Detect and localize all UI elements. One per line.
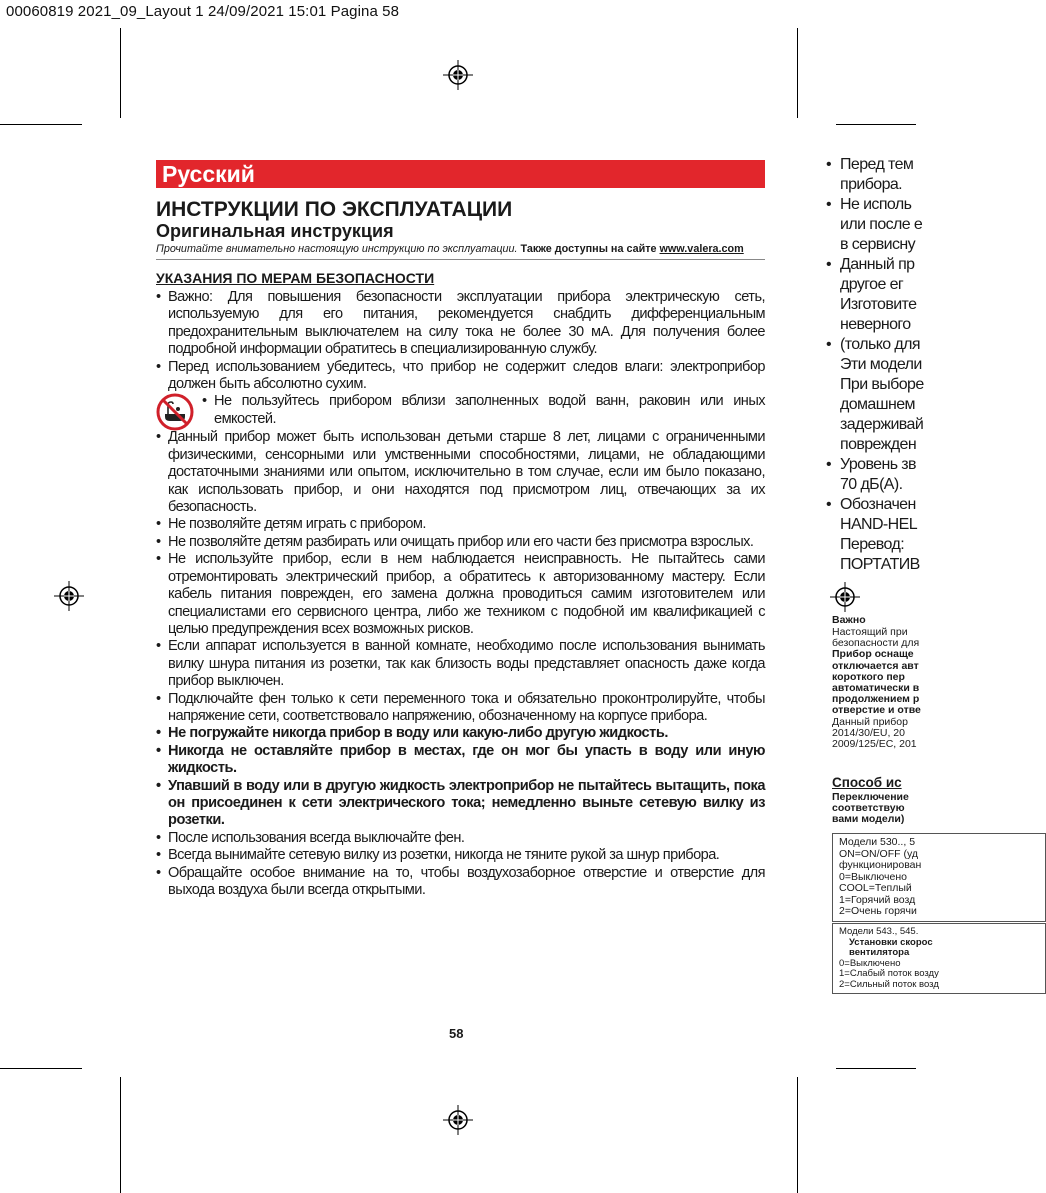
right-line: • Уровень зв	[826, 455, 1026, 475]
usage-line: соответствую	[832, 802, 905, 815]
box-line: 1=Слабый поток возду	[839, 968, 939, 979]
crop-mark	[836, 1068, 916, 1069]
box-line: 2=Сильный поток возд	[839, 978, 939, 990]
right-line: в сервисну	[840, 236, 916, 253]
usage-block	[832, 792, 1032, 826]
box-line: 2=Очень горячи	[839, 905, 917, 917]
right-line: • Данный пр	[826, 255, 1026, 275]
list-item: • Не используйте прибор, если в нем наблюдается неисправность. Не пытайтесь сами отремонтировать электрический прибор, а обратитесь к авторизованному мастеру. Если кабель питания поврежден, его замена должна проводиться самим изготовителем или специалистами его сервисного центра, либо же техником с подобной им квалификацией с целью предупреждения всех возможных рисков.	[156, 551, 765, 638]
right-line: поврежден	[840, 436, 917, 453]
right-line: Изготовите	[840, 296, 917, 313]
right-line: Перевод:	[840, 536, 905, 553]
list-item-bold: • Упавший в воду или в другую жидкость электроприбор не пытайтесь вытащить, пока он присоединен к сети электрического тока; немедленно выньте сетевую вилку из розетки.	[156, 778, 765, 830]
read-note-bold: Также доступны на сайте	[520, 243, 657, 255]
list-item: • Если аппарат используется в ванной комнате, необходимо после использования вынимать вилку шнура питания из розетки, так как близость воды представляет опасность даже когда прибор выключен.	[156, 638, 765, 690]
crop-mark	[120, 28, 121, 118]
box-line: 0=Выключено	[839, 870, 907, 883]
page-subtitle: Оригинальная инструкция	[156, 221, 394, 241]
crop-mark	[120, 1077, 121, 1193]
important-line: 2014/30/EU, 20	[832, 726, 905, 739]
no-bath-icon	[156, 393, 194, 431]
list-item-bold: • Не погружайте никогда прибор в воду или какую-либо другую жидкость.	[156, 725, 765, 742]
list-item: • Обращайте особое внимание на то, чтобы воздухозаборное отверстие и отверстие для выхода воздуха были всегда открытыми.	[156, 865, 765, 900]
right-line: • (только для	[826, 335, 1026, 355]
crop-mark	[797, 28, 798, 118]
crop-mark	[797, 1077, 798, 1193]
box-line: COOL=Теплый	[839, 882, 912, 894]
box-line: Модели 543., 545.	[839, 926, 919, 937]
important-line: Данный прибор	[832, 715, 908, 728]
page-title: ИНСТРУКЦИИ ПО ЭКСПЛУАТАЦИИ	[156, 198, 513, 221]
model-box-1	[832, 833, 1046, 922]
right-line: • Перед тем	[826, 155, 1026, 175]
important-line: автоматически в	[832, 682, 920, 695]
page-number: 58	[449, 1026, 464, 1041]
usage-line: вами модели)	[832, 813, 905, 826]
right-list	[826, 155, 1026, 575]
registration-mark-left	[54, 581, 84, 611]
registration-mark-bottom	[443, 1105, 473, 1135]
right-line: При выборе	[840, 376, 924, 393]
important-block	[832, 627, 1032, 750]
read-note	[156, 243, 765, 255]
list-item-bold: • Никогда не оставляйте прибор в местах, где он мог бы упасть в воду или иную жидкость.	[156, 743, 765, 778]
language-band	[156, 160, 765, 188]
usage-line: Переключение	[832, 791, 909, 803]
important-line: отключается авт	[832, 659, 919, 672]
section-title: УКАЗАНИЯ ПО МЕРАМ БЕЗОПАСНОСТИ	[156, 270, 435, 286]
important-line: Настоящий при	[832, 626, 908, 638]
list-item-with-icon	[202, 393, 765, 429]
model-box-2	[832, 923, 1046, 994]
right-line: 70 дБ(А).	[840, 476, 903, 493]
print-slug: 00060819 2021_09_Layout 1 24/09/2021 15:01 Pagina 58	[6, 3, 400, 20]
usage-title: Способ ис	[832, 775, 902, 790]
box-line: Модели 530.., 5	[839, 836, 916, 848]
important-title: Важно	[832, 614, 866, 626]
right-line: Эти модели	[840, 356, 922, 373]
list-item: • Перед использованием убедитесь, что прибор не содержит следов влаги: электроприбор должен быть абсолютно сухим.	[156, 359, 765, 394]
language-label: Русский	[162, 161, 255, 187]
list-item: • Не позволяйте детям играть с прибором.	[156, 516, 765, 533]
list-item-text: Не пользуйтесь прибором вблизи заполненных водой ванн, раковин или иных емкостей.	[214, 393, 765, 427]
website-link[interactable]: www.valera.com	[659, 243, 744, 255]
right-line: задерживай	[840, 416, 924, 433]
important-line: продолжением р	[832, 693, 920, 706]
list-item: • Данный прибор может быть использован детьми старше 8 лет, лицами с ограниченными физическими, сенсорными или умственными способностями, лицами, не обладающими достаточными знаниями или опытом, исключительно в том случае, если им было показано, как использовать прибор, и они находятся под присмотром лиц, отвечающих за их безопасность.	[156, 429, 765, 516]
important-line: короткого пер	[832, 670, 905, 683]
read-note-italic: Прочитайте внимательно настоящую инструкцию по эксплуатации.	[156, 243, 518, 255]
right-line: прибора.	[840, 176, 903, 193]
box-line: 1=Горячий возд	[839, 893, 916, 906]
box-line: ON=ON/OFF (уд	[839, 847, 918, 860]
list-item: • После использования всегда выключайте фен.	[156, 830, 765, 847]
right-line: или после е	[840, 216, 923, 233]
list-item: • Важно: Для повышения безопасности эксплуатации прибора электрическую сеть, используемую для его питания, рекомендуется снабдить дифференциальным предохранительным выключателем на силу тока не более 30 мА. Для получения более подробной информации обратитесь в специализированную службу.	[156, 289, 765, 359]
right-line: ПОРТАТИВ	[840, 556, 920, 573]
right-line: • Обозначен	[826, 495, 1026, 515]
crop-mark	[0, 1068, 82, 1069]
important-line: Прибор оснаще	[832, 648, 914, 661]
right-column-cropped	[818, 155, 939, 1025]
safety-list	[156, 289, 765, 899]
box-line: функционирован	[839, 859, 922, 871]
list-item: • Не позволяйте детям разбирать или очищать прибор или его части без присмотра взрослых.	[156, 534, 765, 551]
right-line: неверного	[840, 316, 911, 333]
right-line: HAND-HEL	[840, 516, 917, 533]
divider	[156, 259, 765, 260]
right-line: домашнем	[840, 396, 915, 413]
registration-mark-top	[443, 60, 473, 90]
crop-mark	[836, 124, 916, 125]
right-line: • Не исполь	[826, 195, 1026, 215]
list-item: • Всегда вынимайте сетевую вилку из розетки, никогда не тяните рукой за шнур прибора.	[156, 847, 765, 864]
crop-mark	[0, 124, 82, 125]
box-line: вентилятора	[849, 947, 910, 958]
important-line: отверстие и отве	[832, 704, 921, 717]
box-line: 0=Выключено	[839, 957, 901, 969]
box-line: Установки скорос	[849, 936, 933, 948]
important-line: 2009/125/EC, 201	[832, 738, 917, 751]
important-line: безопасности для	[832, 637, 920, 650]
list-item: • Подключайте фен только к сети переменного тока и обязательно проконтролируйте, чтобы напряжение сети, соответствовало напряжению, обозначенному на корпусе прибора.	[156, 691, 765, 726]
right-line: другое ег	[840, 276, 904, 293]
